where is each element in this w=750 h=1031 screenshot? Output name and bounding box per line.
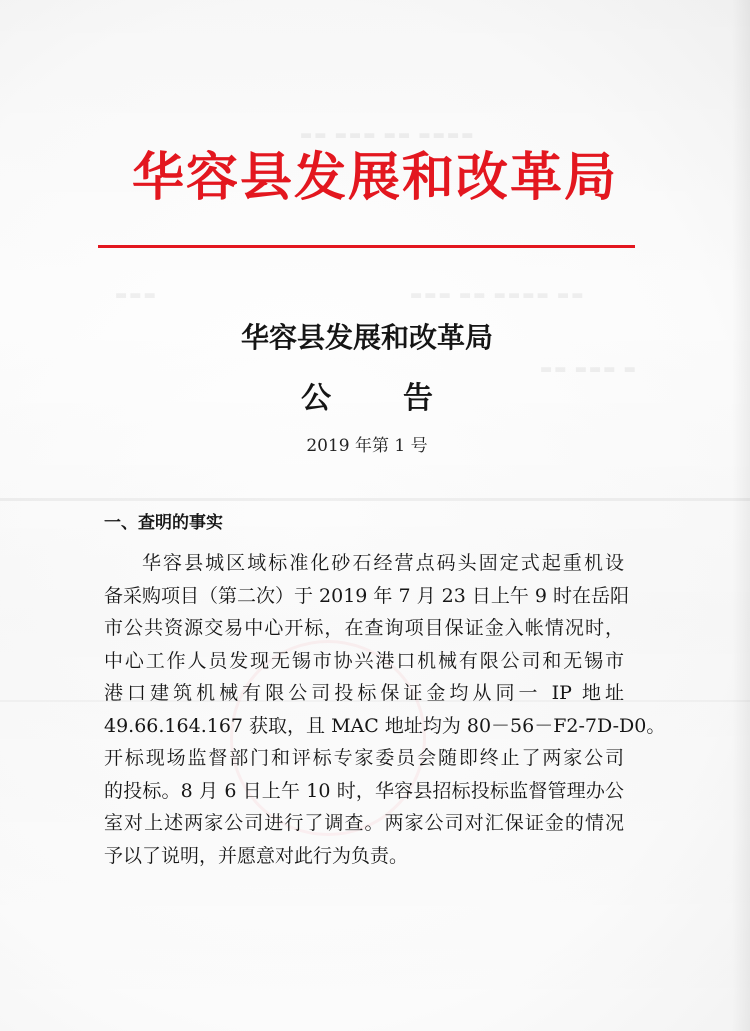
bleed-through-mark: ▬▬ ▬▬▬ ▬: [540, 362, 638, 377]
letterhead-title: 华容县发展和改革局: [131, 147, 618, 208]
notice-issuer: 华容县发展和改革局: [240, 321, 493, 354]
body-line: 开标现场监督部门和评标专家委员会随即终止了两家公司: [104, 747, 624, 769]
body-line: 予以了说明，并愿意对此行为负责。: [104, 844, 409, 867]
bleed-through-mark: ▬▬▬: [115, 288, 158, 303]
bleed-through-mark: ▬▬ ▬▬▬ ▬▬ ▬▬▬▬: [300, 128, 476, 143]
section-heading: 一、查明的事实: [104, 513, 223, 533]
body-line: 中心工作人员发现无锡市协兴港口机械有限公司和无锡市: [104, 649, 624, 672]
body-line: 49.66.164.167 获取，且 MAC 地址均为 80－56－F2-7D-D0。: [104, 714, 666, 737]
body-line: 的投标。8 月 6 日上午 10 时，华容县招标投标监督管理办公: [104, 779, 624, 802]
notice-type-title: 公告: [301, 381, 505, 416]
body-line: 备采购项目（第二次）于 2019 年 7 月 23 日上午 9 时在岳阳: [104, 584, 630, 607]
body-paragraph: [104, 547, 666, 872]
letterhead-red-rule: [98, 245, 635, 248]
bleed-through-mark: ▬▬▬ ▬▬ ▬▬▬▬ ▬▬: [410, 288, 586, 303]
body-line: 室对上述两家公司进行了调查。两家公司对汇保证金的情况: [104, 812, 624, 834]
paper-fold: [0, 498, 750, 501]
notice-number: 2019 年第 1 号: [306, 436, 428, 456]
body-line: 华容县城区域标准化砂石经营点码头固定式起重机设: [142, 552, 624, 574]
body-line: 港口建筑机械有限公司投标保证金均从同一 IP 地址: [104, 682, 624, 704]
body-line: 市公共资源交易中心开标，在查询项目保证金入帐情况时，: [104, 617, 624, 639]
